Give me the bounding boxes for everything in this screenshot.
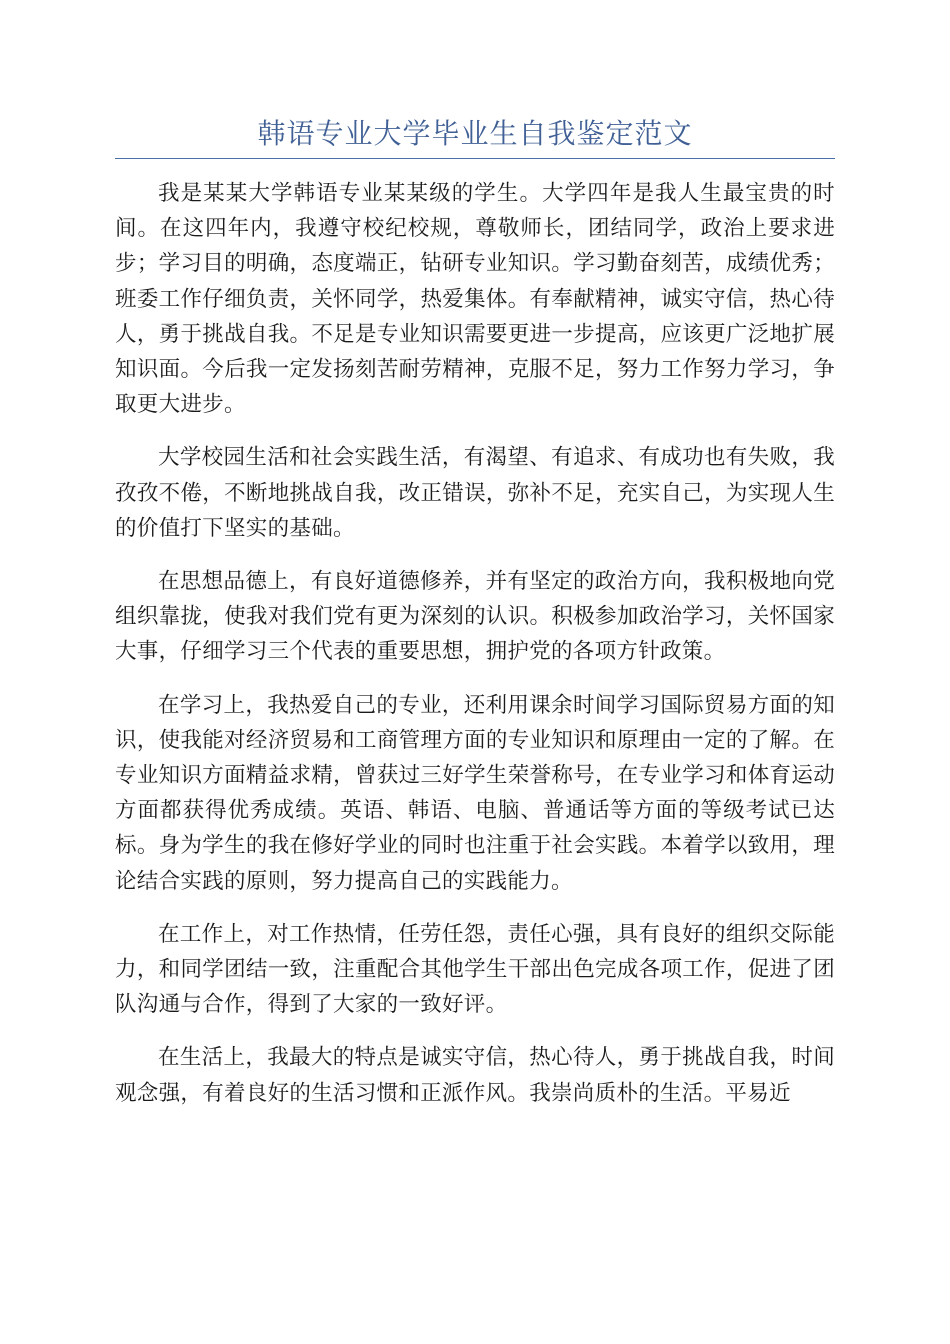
document-title: 韩语专业大学毕业生自我鉴定范文: [257, 117, 693, 150]
title-block: [115, 112, 835, 159]
paragraph-work: 在工作上，对工作热情，任劳任怨，责任心强，具有良好的组织交际能力，和同学团结一致，注重配合其他学生干部出色完成各项工作，促进了团队沟通与合作，得到了大家的一致好评。: [115, 921, 835, 1018]
paragraph-campus-life: 大学校园生活和社会实践生活，有渴望、有追求、有成功也有失败，我孜孜不倦，不断地挑战自我，改正错误，弥补不足，充实自己，为实现人生的价值打下坚实的基础。: [115, 445, 835, 541]
paragraph-life: 在生活上，我最大的特点是诚实守信，热心待人，勇于挑战自我，时间观念强，有着良好的生活习惯和正派作风。我崇尚质朴的生活。平易近: [115, 1045, 835, 1106]
paragraph-study: 在学习上，我热爱自己的专业，还利用课余时间学习国际贸易方面的知识，使我能对经济贸易和工商管理方面的专业知识和原理由一定的了解。在专业知识方面精益求精，曾获过三好学生荣誉称号，在专业学习和体育运动方面都获得优秀成绩。英语、韩语、电脑、普通话等方面的等级考试已达标。身为学生的我在修好学业的同时也注重于社会实践。本着学以致用，理论结合实践的原则，努力提高自己的实践能力。: [115, 692, 835, 894]
document-body: [115, 176, 835, 1129]
paragraph-intro: 我是某某大学韩语专业某某级的学生。大学四年是我人生最宝贵的时间。在这四年内，我遵守校纪校规，尊敬师长，团结同学，政治上要求进步；学习目的明确，态度端正，钻研专业知识。学习勤奋刻苦，成绩优秀；班委工作仔细负责，关怀同学，热爱集体。有奉献精神，诚实守信，热心待人，勇于挑战自我。不足是专业知识需要更进一步提高，应该更广泛地扩展知识面。今后我一定发扬刻苦耐劳精神，克服不足，努力工作努力学习，争取更大进步。: [115, 181, 835, 418]
paragraph-moral-character: 在思想品德上，有良好道德修养，并有坚定的政治方向，我积极地向党组织靠拢，使我对我们党有更为深刻的认识。积极参加政治学习，关怀国家大事，仔细学习三个代表的重要思想，拥护党的各项方针政策。: [115, 569, 835, 665]
